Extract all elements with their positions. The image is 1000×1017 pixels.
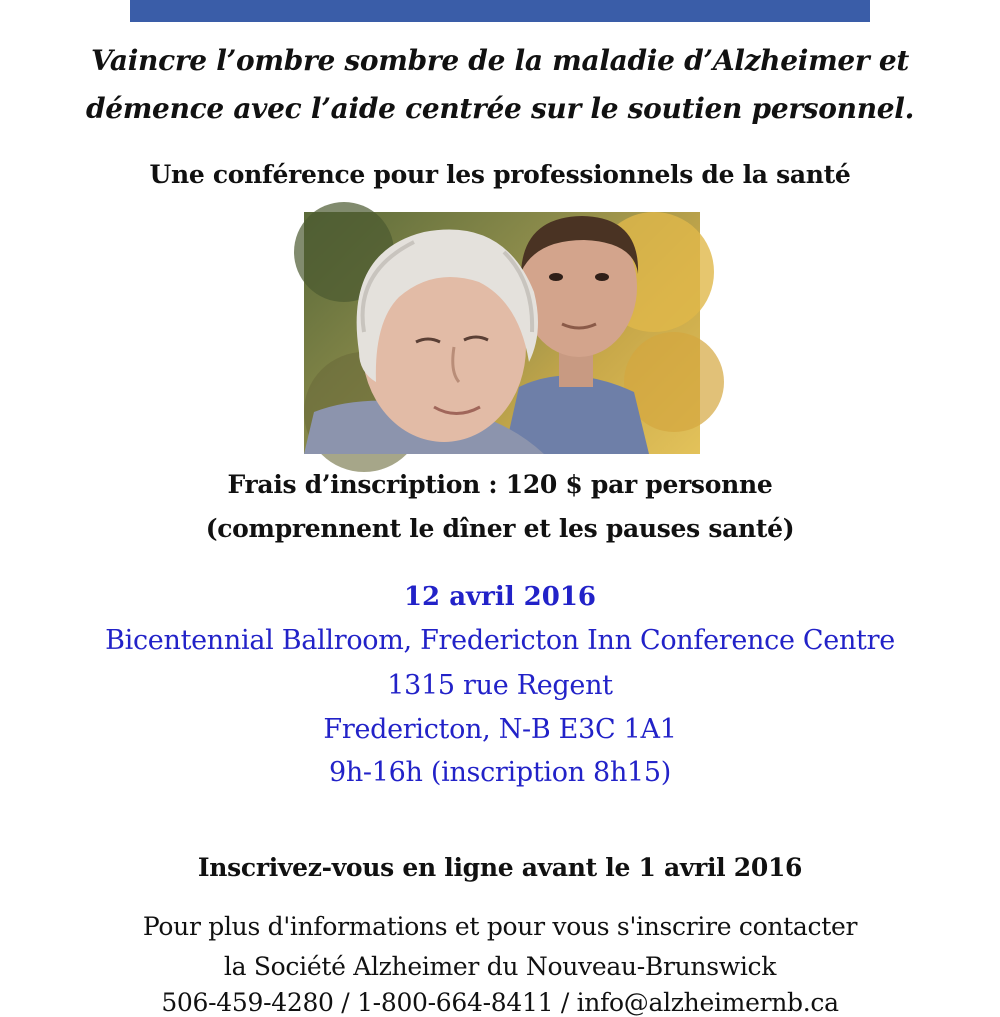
fees-line-2: (comprennent le dîner et les pauses santé) — [205, 514, 795, 543]
photo-illustration — [304, 212, 700, 454]
event-city: Fredericton, N-B E3C 1A1 — [323, 714, 677, 745]
event-date: 12 avril 2016 — [403, 582, 597, 612]
header-banner — [130, 0, 870, 22]
fees-line-1: Frais d’inscription : 120 $ par personne — [227, 470, 773, 499]
contact-line-3: 506-459-4280 / 1-800-664-8411 / info@alzheimernb.ca — [161, 988, 839, 1017]
elderly-woman-young-man-photo — [304, 212, 700, 454]
conference-subtitle: Une conférence pour les professionnels de la santé — [149, 160, 851, 189]
event-venue: Bicentennial Ballroom, Fredericton Inn Conference Centre — [105, 625, 895, 656]
event-hours: 9h-16h (inscription 8h15) — [328, 757, 672, 788]
event-street: 1315 rue Regent — [387, 670, 613, 701]
tagline-line-1: Vaincre l’ombre sombre de la maladie d’Alzheimer et — [91, 44, 909, 77]
contact-line-1: Pour plus d'informations et pour vous s'inscrire contacter — [142, 912, 858, 941]
contact-line-2: la Société Alzheimer du Nouveau-Brunswick — [223, 952, 777, 981]
register-deadline: Inscrivez-vous en ligne avant le 1 avril 2016 — [197, 853, 803, 882]
tagline-line-2: démence avec l’aide centrée sur le soutien personnel. — [85, 92, 915, 125]
